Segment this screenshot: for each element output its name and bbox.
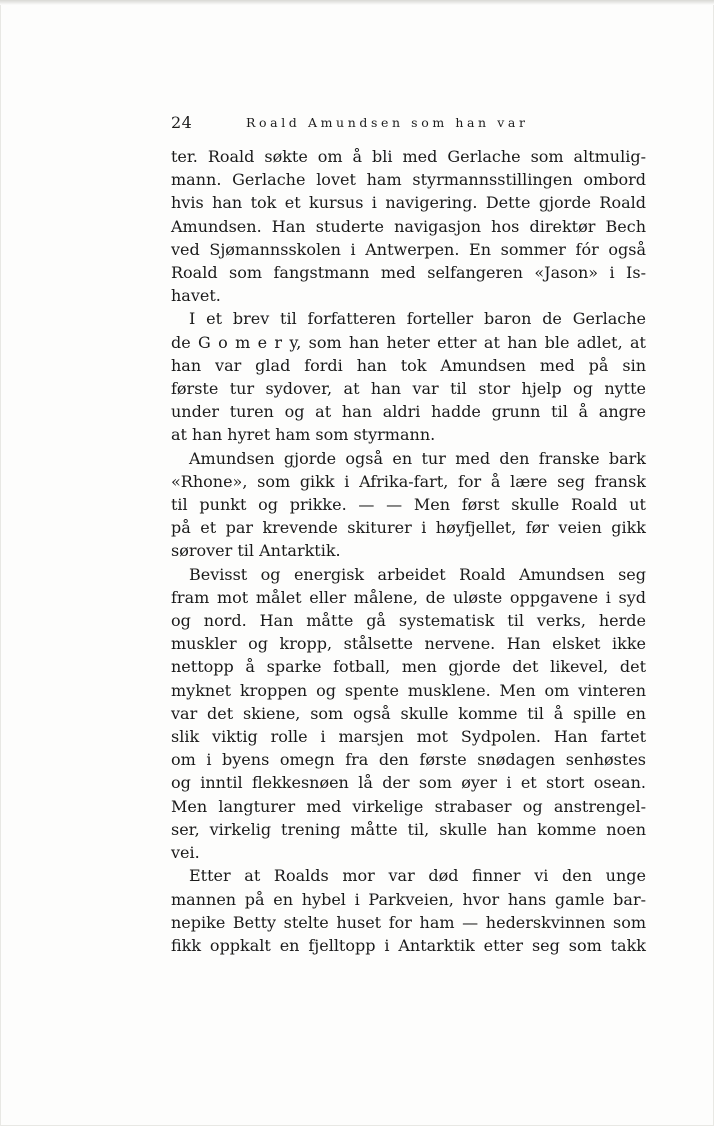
paragraph bbox=[171, 563, 646, 865]
text-line: nepike Betty stelte huset for ham — hederskvinnen som bbox=[171, 912, 646, 932]
text-line: mannen på en hybel i Parkveien, hvor hans gamle bar- bbox=[171, 889, 646, 909]
text-line: og nord. Han måtte gå systematisk til verks, herde bbox=[171, 611, 646, 631]
text-line: Roald som fangstmann med selfangeren «Jason» i Is- bbox=[171, 263, 646, 283]
body-text bbox=[171, 145, 646, 957]
text-line: Amundsen. Han studerte navigasjon hos direktør Bech bbox=[171, 216, 646, 236]
text-line: første tur sydover, at han var til stor hjelp og nytte bbox=[171, 379, 646, 399]
page-header bbox=[171, 113, 649, 137]
text-line: myknet kroppen og spente musklene. Men om vinteren bbox=[171, 680, 646, 700]
paragraph bbox=[171, 307, 646, 446]
text-line: til punkt og prikke. — — Men først skulle Roald ut bbox=[171, 495, 646, 515]
text-line: hvis han tok et kursus i navigering. Dette gjorde Roald bbox=[171, 193, 646, 213]
text-line: han var glad fordi han tok Amundsen med på sin bbox=[171, 355, 646, 375]
text-line: nettopp å sparke fotball, men gjorde det likevel, det bbox=[171, 657, 646, 677]
text-line: ved Sjømannsskolen i Antwerpen. En sommer fór også bbox=[171, 239, 646, 259]
text-line: de G o m e r y, som han heter etter at han ble adlet, at bbox=[171, 332, 646, 352]
text-line: havet. bbox=[171, 286, 221, 306]
paragraph bbox=[171, 447, 646, 563]
text-line: fram mot målet eller målene, de uløste oppgavene i syd bbox=[171, 587, 646, 607]
text-line: at han hyret ham som styrmann. bbox=[171, 425, 436, 445]
text-line: og inntil flekkesnøen lå der som øyer i et stort osean. bbox=[171, 773, 646, 793]
text-line: mann. Gerlache lovet ham styrmannsstillingen ombord bbox=[171, 170, 646, 190]
text-line: sørover til Antarktik. bbox=[171, 541, 341, 561]
text-line: fikk oppkalt en fjelltopp i Antarktik etter seg som takk bbox=[171, 935, 646, 955]
paragraph bbox=[171, 864, 646, 957]
text-line: vei. bbox=[171, 843, 200, 863]
text-line: under turen og at han aldri hadde grunn til å angre bbox=[171, 402, 646, 422]
text-line: Bevisst og energisk arbeidet Roald Amundsen seg bbox=[189, 564, 646, 584]
text-line: muskler og kropp, stålsette nervene. Han elsket ikke bbox=[171, 634, 646, 654]
text-line: «Rhone», som gikk i Afrika-fart, for å lære seg fransk bbox=[171, 471, 646, 491]
text-line: Men langturer med virkelige strabaser og anstrengel- bbox=[171, 796, 646, 816]
text-line: Amundsen gjorde også en tur med den franske bark bbox=[189, 448, 646, 468]
paragraph bbox=[171, 145, 646, 307]
text-line: var det skiene, som også skulle komme til å spille en bbox=[171, 703, 646, 723]
text-line: ter. Roald søkte om å bli med Gerlache som altmulig- bbox=[171, 147, 646, 166]
running-head: Roald Amundsen som han var bbox=[246, 115, 529, 130]
page-number: 24 bbox=[171, 113, 193, 132]
text-line: slik viktig rolle i marsjen mot Sydpolen. Han fartet bbox=[171, 727, 646, 747]
text-line: I et brev til forfatteren forteller baron de Gerlache bbox=[189, 309, 646, 329]
text-line: om i byens omegn fra den første snødagen senhøstes bbox=[171, 750, 646, 770]
text-line: Etter at Roalds mor var død finner vi den unge bbox=[189, 866, 646, 886]
text-line: på et par krevende skiturer i høyfjellet, før veien gikk bbox=[171, 518, 646, 538]
text-line: ser, virkelig trening måtte til, skulle han komme noen bbox=[171, 819, 646, 839]
page-edge bbox=[0, 0, 714, 5]
